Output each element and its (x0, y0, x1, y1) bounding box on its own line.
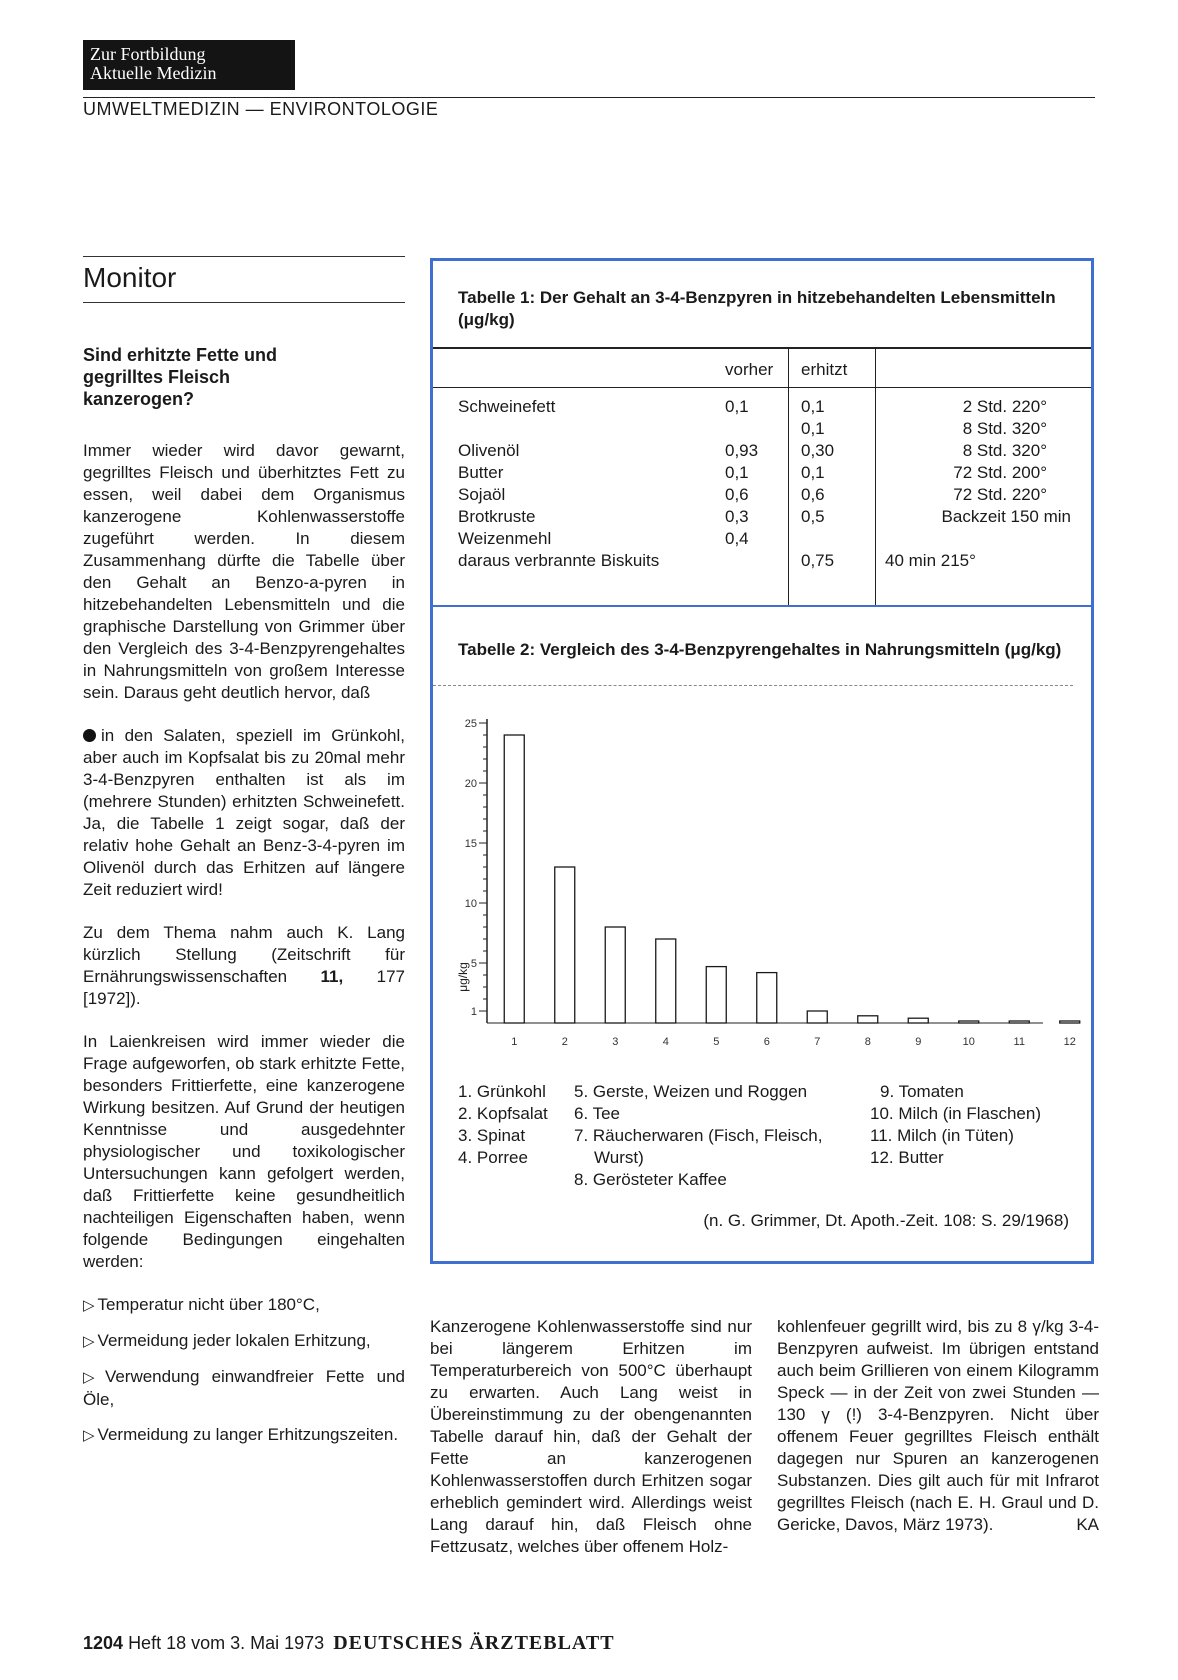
table1-cell: Schweinefett (458, 397, 556, 416)
paragraph-intro: Immer wieder wird davor gewarnt, gegrilltes Fleisch und überhitztes Fett zu essen, weil dabei dem Organismus kanzerogene Kohlenwasserstoffe zugeführt werden. In diesem Zusammenhang dürfte die Tabelle über den Gehalt an Benzo-a-pyren in hitzebehandelten Lebensmitteln und die graphische Darstellung von Grimmer über den Vergleich des 3-4-Benzpyrengehaltes in Nahrungsmitteln von großem Interesse sein. Daraus geht deutlich hervor, daß (83, 441, 405, 702)
legend-item: Wurst) (594, 1148, 644, 1167)
table1-col-conditions (885, 396, 1085, 572)
condition-item (83, 1330, 405, 1353)
table1-cell: Brotkruste (458, 507, 536, 526)
bar (605, 927, 625, 1023)
paragraph-lang (83, 922, 405, 1010)
x-tick-label: 1 (511, 1036, 518, 1048)
table1-cell: Olivenöl (458, 441, 520, 460)
triangle-bullet-icon: ▷ (83, 1427, 95, 1444)
table1-cell: 0,5 (801, 507, 825, 526)
table1-cell: 2 Std. 220° (962, 397, 1047, 416)
legend-item: 8. Gerösteter Kaffee (574, 1170, 727, 1189)
table1-cell: Butter (458, 463, 504, 482)
x-tick-label: 4 (662, 1036, 669, 1048)
y-tick-label: 25 (464, 718, 477, 730)
paragraph-finding (83, 725, 405, 901)
table1-col-vorher (725, 396, 758, 572)
page-number: 1204 (83, 1633, 124, 1653)
badge-line-1: Zur Fortbildung (90, 44, 206, 64)
tables-box (430, 258, 1094, 1264)
bar (757, 973, 777, 1023)
bar (807, 1011, 827, 1023)
monitor-title: Monitor (83, 262, 177, 293)
triangle-bullet-icon: ▷ (83, 1297, 95, 1314)
table1-cell: 0,3 (725, 507, 749, 526)
bar (1060, 1021, 1080, 1023)
x-tick-label: 8 (864, 1036, 871, 1048)
table1-cell (725, 418, 758, 440)
bar (656, 939, 676, 1023)
x-tick-label: 11 (1013, 1036, 1025, 1048)
legend-item: 4. Porree (458, 1148, 528, 1167)
bar-chart (443, 701, 1076, 1061)
legend-item: 9. Tomaten (880, 1082, 964, 1101)
table1-cell (801, 528, 834, 550)
table1-cell (458, 418, 659, 440)
table1-cell: 0,4 (725, 529, 749, 548)
legend-column-1 (458, 1081, 548, 1169)
table1-cell (725, 550, 758, 572)
issue-info: Heft 18 vom 3. Mai 1973 (128, 1633, 325, 1653)
table1-column-rule (875, 347, 876, 605)
right-column-text: kohlenfeuer gegrillt wird, bis zu 8 γ/kg 3-4-Benzpyren aufweist. Im übrigen entstand auch beim Grillieren von einem Kilogramm Speck — in der Zeit von zwei Stunden — 130 γ (!) 3-4-Benzpyren. Nicht über offenem Feuer gegrilltes Fleisch enthält dagegen nur Spuren an kanzerogenen Substanzen. Dies gilt auch für mit Infrarot gegrilltes Fleisch (nach E. H. Graul und D. Gericke, Davos, März 1973). (777, 1317, 1099, 1534)
article-title: Sind erhitzte Fette und gegrilltes Fleisch kanzerogen? (83, 345, 278, 409)
legend-item: 6. Tee (574, 1104, 621, 1123)
y-tick-label: 5 (470, 958, 477, 970)
bar (959, 1021, 979, 1023)
bar (555, 867, 575, 1023)
table1-cell: 0,30 (801, 441, 835, 460)
x-tick-label: 10 (962, 1036, 975, 1048)
lang-text-a: Zu dem Thema nahm auch K. Lang kürzlich Stellung (Zeitschrift für Ernährungswissenschaften (83, 923, 405, 986)
table1-cell: 0,6 (801, 485, 825, 504)
condition-text: Verwendung einwandfreier Fette und Öle, (83, 1367, 405, 1409)
condition-text: Vermeidung zu langer Erhitzungszeiten. (97, 1425, 399, 1444)
journal-name: DEUTSCHES ÄRZTEBLATT (333, 1632, 615, 1654)
legend-item: 2. Kopfsalat (458, 1104, 548, 1123)
y-tick-label: 10 (464, 898, 477, 910)
table1-cell: Sojaöl (458, 485, 506, 504)
table1-cell: 8 Std. 320° (962, 419, 1047, 438)
table1-cell: 72 Std. 200° (953, 463, 1047, 482)
bar (1009, 1021, 1029, 1023)
bar (908, 1018, 928, 1023)
monitor-top-rule (83, 256, 405, 257)
table1-cell: Backzeit 150 min (941, 507, 1071, 526)
y-tick-label: 20 (464, 778, 477, 790)
section-label: UMWELTMEDIZIN — ENVIRONTOLOGIE (83, 99, 439, 119)
table1-col-erhitzt (801, 396, 834, 572)
finding-text: in den Salaten, speziell im Grünkohl, aber auch im Kopfsalat bis zu 20mal mehr 3-4-Benzpyren enthalten ist als im (mehrere Stunden) erhitzten Schweinefett. Ja, die Tabelle 1 zeigt sogar, daß der relativ hohe Gehalt an Benz-3-4-pyren im Olivenöl durch das Erhitzen auf längere Zeit reduziert wird! (83, 726, 405, 899)
condition-text: Vermeidung jeder lokalen Erhitzung, (97, 1331, 371, 1350)
table1-header-rule (433, 387, 1091, 388)
triangle-bullet-icon: ▷ (83, 1333, 95, 1350)
middle-column-text: Kanzerogene Kohlenwasserstoffe sind nur bei längerem Erhitzen im Temperaturbereich von 500°C überhaupt zu erwarten. Auch Lang weist in Übereinstimmung zu der obengenannten Tabelle darauf hin, daß der Gehalt der Fette an kanzerogenen Kohlenwasserstoffen durch Erhitzen sogar erheblich gemindert wird. Allerdings weist Lang darauf hin, daß Fleisch ohne Fettzusatz, welches über offenem Holz- (430, 1317, 752, 1556)
x-tick-label: 7 (814, 1036, 821, 1048)
table1-cell: 40 min 215° (885, 551, 976, 570)
table1-header-erhitzt: erhitzt (801, 360, 848, 379)
table1-cell: 0,1 (801, 419, 825, 438)
bullet-dot-icon (83, 729, 96, 742)
condition-item (83, 1424, 405, 1447)
lang-text-c: 177 [1972]). (83, 967, 406, 1008)
legend-column-3 (870, 1081, 1041, 1169)
table1-cell: 8 Std. 320° (962, 441, 1047, 460)
table-separator (433, 605, 1091, 607)
table1-cell: Weizenmehl (458, 529, 552, 548)
legend-item: 1. Grünkohl (458, 1082, 546, 1101)
condition-item (83, 1294, 405, 1317)
left-column (83, 440, 405, 1460)
section-badge (83, 40, 295, 90)
x-tick-label: 9 (915, 1036, 922, 1048)
legend-item: 12. Butter (870, 1148, 944, 1167)
right-column (777, 1316, 1099, 1536)
table1-col-names (458, 396, 659, 572)
y-axis-label: μg/kg (456, 962, 470, 992)
table2-title: Tabelle 2: Vergleich des 3-4-Benzpyrengehaltes in Nahrungsmitteln (μg/kg) (458, 640, 1062, 659)
lang-volume: 11, (320, 967, 344, 986)
y-tick-label: 15 (464, 838, 477, 850)
table1-cell: 0,1 (725, 397, 749, 416)
table1-cell: 0,1 (725, 463, 749, 482)
bar (858, 1016, 878, 1023)
table1-cell: 72 Std. 220° (953, 485, 1047, 504)
table1-cell: 0,1 (801, 397, 825, 416)
triangle-bullet-icon: ▷ (83, 1369, 102, 1386)
table2-title-rule (433, 685, 1073, 686)
author-signature: KA (1076, 1515, 1099, 1534)
paragraph-laien: In Laienkreisen wird immer wieder die Frage aufgeworfen, ob stark erhitzte Fette, besonders Frittierfette, eine kanzerogene Wirkung besitzen. Auf Grund der heutigen Kenntnisse und ausgedehnter physiologischer und toxikologischer Untersuchungen kann gefolgert werden, daß Frittierfette keine gesundheitlich nachteiligen Eigenschaften haben, wenn folgende Bedingungen eingehalten werden: (83, 1032, 405, 1271)
x-tick-label: 12 (1063, 1036, 1076, 1048)
table1-header-vorher: vorher (725, 360, 774, 379)
table1-cell: 0,75 (801, 551, 835, 570)
condition-item (83, 1366, 405, 1411)
monitor-bottom-rule (83, 302, 405, 303)
table1-cell: 0,6 (725, 485, 749, 504)
x-tick-label: 3 (612, 1036, 619, 1048)
legend-column-2 (574, 1081, 822, 1191)
table1-column-rule (788, 347, 789, 605)
table1-cell: 0,1 (801, 463, 825, 482)
x-tick-label: 2 (561, 1036, 568, 1048)
x-tick-label: 5 (713, 1036, 720, 1048)
y-tick-label: 1 (470, 1006, 477, 1018)
legend-item: 7. Räucherwaren (Fisch, Fleisch, (574, 1126, 823, 1145)
table1-title: Tabelle 1: Der Gehalt an 3-4-Benzpyren in hitzebehandelten Lebensmitteln (μg/kg) (458, 288, 1056, 329)
condition-text: Temperatur nicht über 180°C, (97, 1295, 320, 1314)
legend-item: 5. Gerste, Weizen und Roggen (574, 1082, 808, 1101)
legend-item: 11. Milch (in Tüten) (870, 1126, 1014, 1145)
bar (504, 735, 524, 1023)
header-divider (83, 97, 1095, 98)
badge-line-2: Aktuelle Medizin (90, 63, 217, 83)
x-tick-label: 6 (763, 1036, 770, 1048)
bar (706, 967, 726, 1023)
chart-source: (n. G. Grimmer, Dt. Apoth.-Zeit. 108: S. 29/1968) (703, 1211, 1069, 1230)
table1-cell (885, 528, 1085, 550)
table1-cell: daraus verbrannte Biskuits (458, 551, 660, 570)
legend-item: 3. Spinat (458, 1126, 526, 1145)
table1-top-rule (433, 347, 1091, 349)
page-footer (83, 1632, 615, 1655)
legend-item: 10. Milch (in Flaschen) (870, 1104, 1042, 1123)
table1-cell: 0,93 (725, 441, 759, 460)
